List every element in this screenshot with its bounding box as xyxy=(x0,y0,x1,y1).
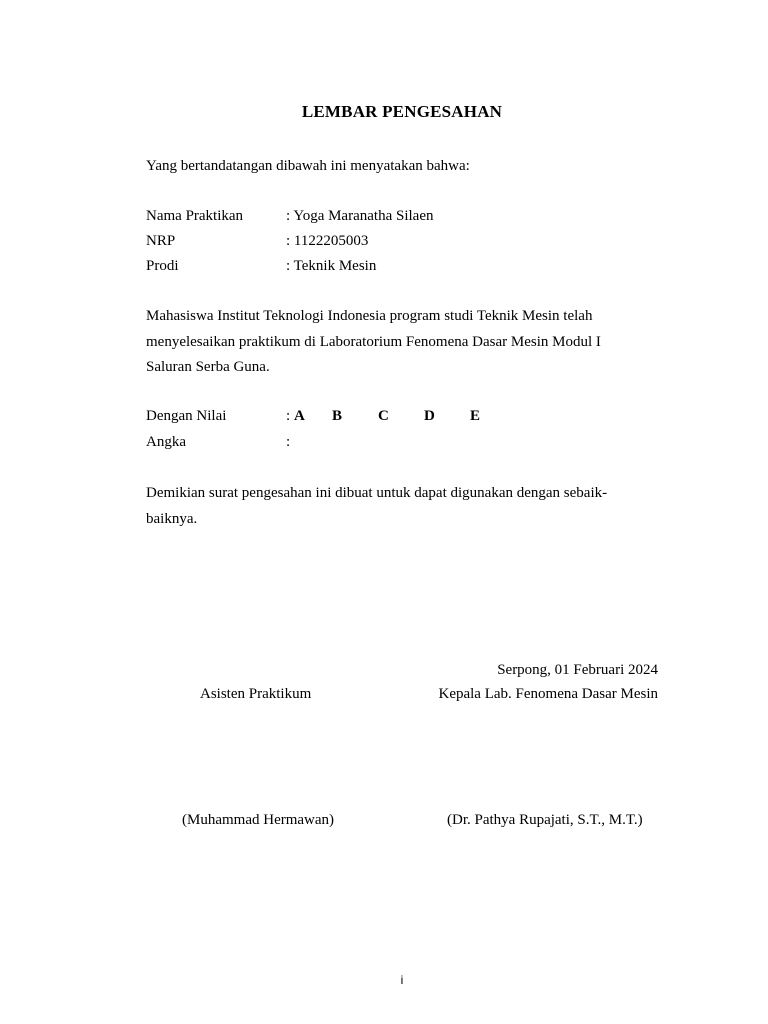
closing-line: Demikian surat pengesahan ini dibuat untuk dapat digunakan dengan sebaik- xyxy=(146,485,608,501)
signatory-name-assistant: (Muhammad Hermawan) xyxy=(182,812,335,828)
signatory-role-assistant: Asisten Praktikum xyxy=(200,686,312,702)
field-label-name: Nama Praktikan xyxy=(146,208,244,224)
signatory-name-lab-head: (Dr. Pathya Rupajati, S.T., M.T.) xyxy=(447,812,643,828)
field-value-prodi: : Teknik Mesin xyxy=(286,258,377,274)
grade-option-c: C xyxy=(378,408,389,424)
page-number: i xyxy=(400,973,404,987)
closing-line: baiknya. xyxy=(146,510,198,527)
grade-option-a: A xyxy=(294,408,305,424)
grade-option-b: B xyxy=(332,408,343,424)
paragraph-line: menyelesaikan praktikum di Laboratorium Fenomena Dasar Mesin Modul I xyxy=(146,333,601,350)
grade-colon: : xyxy=(286,408,294,424)
place-date: Serpong, 01 Februari 2024 xyxy=(497,662,658,678)
score-label: Angka xyxy=(146,434,186,450)
document-title: LEMBAR PENGESAHAN xyxy=(301,102,503,121)
grade-label: Dengan Nilai xyxy=(146,408,227,424)
signatory-role-lab-head: Kepala Lab. Fenomena Dasar Mesin xyxy=(438,686,658,702)
field-value-nrp: : 1122205003 xyxy=(286,233,369,249)
statement-paragraph xyxy=(146,304,666,381)
closing-paragraph xyxy=(146,481,666,532)
grade-option-d: D xyxy=(424,408,435,424)
score-value: : xyxy=(286,434,291,450)
paragraph-line: Saluran Serba Guna. xyxy=(146,359,270,375)
intro-statement: Yang bertandatangan dibawah ini menyatakan bahwa: xyxy=(146,158,470,174)
field-value-name: : Yoga Maranatha Silaen xyxy=(286,208,434,224)
grade-option-e: E xyxy=(470,408,481,424)
field-label-nrp: NRP xyxy=(146,233,176,249)
field-label-prodi: Prodi xyxy=(146,258,179,274)
paragraph-line: Mahasiswa Institut Teknologi Indonesia program studi Teknik Mesin telah xyxy=(146,308,593,324)
